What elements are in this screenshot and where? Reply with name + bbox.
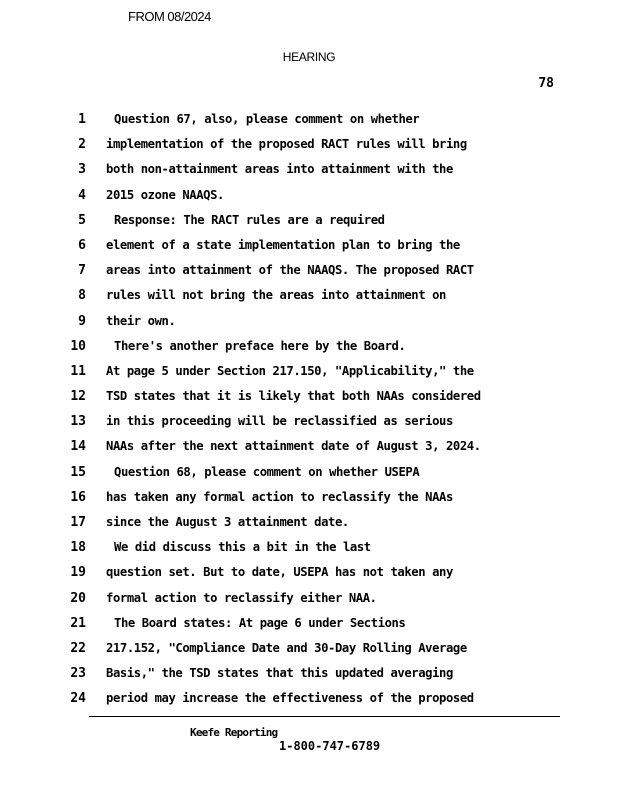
line-text: The Board states: At page 6 under Sections bbox=[114, 615, 406, 630]
line-number: 15 bbox=[70, 464, 86, 480]
line-number: 19 bbox=[70, 565, 86, 581]
transcript-line bbox=[0, 162, 618, 187]
line-number: 8 bbox=[78, 288, 86, 304]
line-text: both non-attainment areas into attainment with the bbox=[106, 162, 453, 177]
line-text: Question 67, also, please comment on whether bbox=[114, 112, 420, 126]
transcript-line bbox=[0, 414, 618, 439]
footer-company: Keefe Reporting bbox=[190, 726, 278, 739]
line-text: 217.152, "Compliance Date and 30-Day Rolling Average bbox=[106, 640, 467, 655]
transcript-line bbox=[0, 515, 618, 540]
transcript-line bbox=[0, 288, 618, 313]
transcript-line bbox=[0, 591, 618, 616]
line-number: 2 bbox=[78, 137, 86, 153]
line-number: 4 bbox=[78, 187, 86, 203]
line-number: 22 bbox=[70, 640, 86, 656]
footer-divider bbox=[89, 716, 560, 717]
transcript-line bbox=[0, 263, 618, 288]
transcript-line bbox=[0, 540, 618, 565]
transcript-line bbox=[0, 439, 618, 464]
transcript-line bbox=[0, 666, 618, 691]
line-text: since the August 3 attainment date. bbox=[106, 515, 349, 529]
transcript-line bbox=[0, 691, 618, 716]
line-text: Question 68, please comment on whether USEPA bbox=[114, 464, 420, 479]
transcript-line bbox=[0, 490, 618, 515]
line-number: 24 bbox=[70, 691, 86, 707]
line-text: has taken any formal action to reclassify the NAAs bbox=[106, 489, 453, 504]
line-text: 2015 ozone NAAQS. bbox=[106, 187, 224, 202]
line-text: their own. bbox=[106, 313, 176, 328]
transcript-line bbox=[0, 137, 618, 162]
transcript-line bbox=[0, 314, 618, 339]
transcript-line bbox=[0, 465, 618, 490]
line-number: 3 bbox=[78, 162, 86, 178]
line-text: areas into attainment of the NAAQS. The proposed RACT bbox=[106, 263, 474, 278]
line-number: 5 bbox=[78, 212, 86, 228]
header-stamp: FROM 08/2024 bbox=[128, 9, 211, 24]
line-text: element of a state implementation plan to bring the bbox=[106, 237, 460, 252]
line-number: 18 bbox=[70, 540, 86, 556]
line-text: TSD states that it is likely that both NAAs considered bbox=[106, 389, 481, 404]
line-number: 20 bbox=[70, 590, 86, 606]
transcript-line bbox=[0, 565, 618, 590]
transcript-line bbox=[0, 364, 618, 389]
page-number: 78 bbox=[538, 76, 554, 91]
line-number: 16 bbox=[70, 489, 86, 505]
transcript-line bbox=[0, 213, 618, 238]
line-text: formal action to reclassify either NAA. bbox=[106, 590, 377, 605]
line-text: There's another preface here by the Board. bbox=[114, 338, 406, 353]
line-number: 14 bbox=[70, 439, 86, 455]
page-title: HEARING bbox=[282, 50, 336, 64]
line-text: implementation of the proposed RACT rules will bring bbox=[106, 137, 467, 152]
line-text: Response: The RACT rules are a required bbox=[114, 212, 385, 227]
line-number: 21 bbox=[70, 615, 86, 631]
transcript-line bbox=[0, 389, 618, 414]
transcript-line bbox=[0, 616, 618, 641]
transcript-line bbox=[0, 641, 618, 666]
line-text: in this proceeding will be reclassified as serious bbox=[106, 414, 453, 429]
line-text: period may increase the effectiveness of the proposed bbox=[106, 691, 474, 706]
line-number: 10 bbox=[70, 338, 86, 354]
line-text: question set. But to date, USEPA has not taken any bbox=[106, 565, 453, 580]
transcript-line bbox=[0, 238, 618, 263]
line-number: 13 bbox=[70, 414, 86, 430]
line-text: NAAs after the next attainment date of August 3, 2024. bbox=[106, 439, 481, 454]
transcript-body bbox=[0, 112, 618, 717]
line-text: rules will not bring the areas into attainment on bbox=[106, 288, 446, 303]
line-number: 1 bbox=[78, 112, 86, 127]
line-text: At page 5 under Section 217.150, "Applicability," the bbox=[106, 363, 474, 378]
transcript-line bbox=[0, 112, 618, 137]
line-number: 6 bbox=[78, 237, 86, 253]
transcript-line bbox=[0, 188, 618, 213]
line-text: Basis," the TSD states that this updated averaging bbox=[106, 666, 453, 681]
line-text: We did discuss this a bit in the last bbox=[114, 540, 371, 555]
line-number: 7 bbox=[78, 263, 86, 279]
line-number: 9 bbox=[78, 313, 86, 329]
transcript-line bbox=[0, 339, 618, 364]
line-number: 23 bbox=[70, 666, 86, 682]
line-number: 11 bbox=[70, 363, 86, 379]
line-number: 17 bbox=[70, 515, 86, 530]
footer-phone: 1-800-747-6789 bbox=[279, 739, 381, 753]
line-number: 12 bbox=[70, 389, 86, 405]
